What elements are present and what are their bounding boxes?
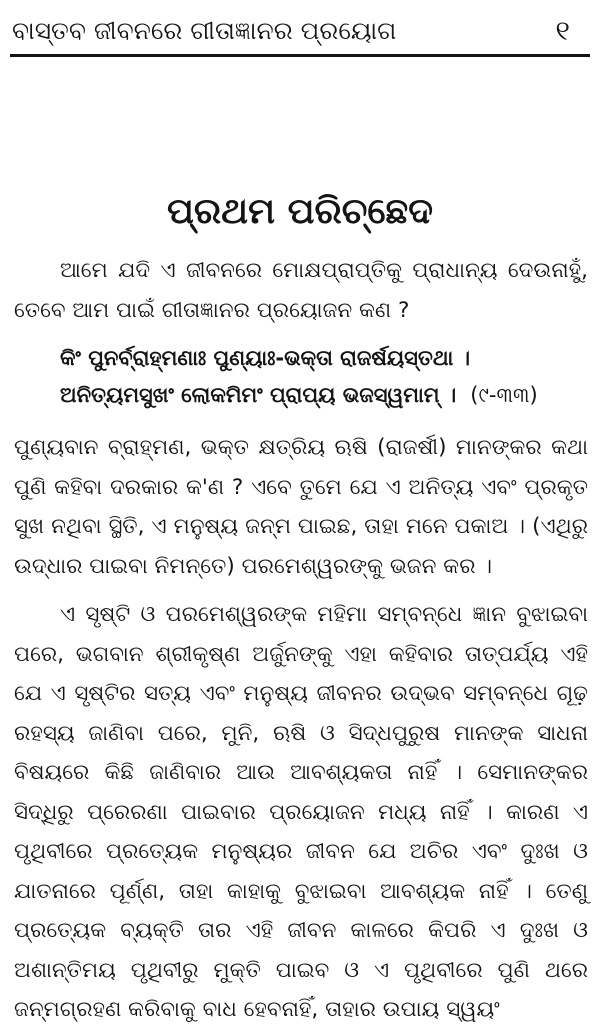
page-number: ୧	[555, 14, 570, 47]
explanation-paragraph: ପୁଣ୍ୟବାନ ବ୍ରାହ୍ମଣ, ଭକ୍ତ କ୍ଷତ୍ରିୟ ଋଷି (ରାଜର୍ଷୀ) ମାନଙ୍କର କଥା ପୁଣି କହିବା ଦରକାର କ'ଣ ? ଏବେ ତୁମେ ଯେ ଏ ଅନିତ୍ୟ ଏବଂ ପ୍ରକୃତ ସୁଖ ନଥିବା ସ୍ଥିତି, ଏ ମନୁଷ୍ୟ ଜନ୍ମ ପାଇଛ, ତାହା ମନେ ପକାଅ । (ଏଥିରୁ ଉଦ୍ଧାର ପାଇବା ନିମନ୍ତେ) ପରମେଶ୍ୱରଙ୍କୁ ଭଜନ କର ।	[14, 435, 588, 579]
verse-reference: (୯-୩୩)	[470, 383, 538, 407]
verse-line-2-text: ଅନିତ୍ୟମସୁଖଂ ଲୋକମିମଂ ପ୍ରାପ୍ୟ ଭଜସ୍ୱମାମ୍ ।	[60, 383, 457, 407]
chapter-title: ପ୍ରଥମ ପରିଚ୍ଛେଦ	[166, 191, 434, 232]
sanskrit-verse	[60, 340, 586, 414]
discussion-paragraph: ଏ ସୃଷ୍ଟି ଓ ପରମେଶ୍ୱରଙ୍କ ମହିମା ସମ୍ବନ୍ଧେ ଜ୍ଞାନ ବୁଝାଇବା ପରେ, ଭଗବାନ ଶ୍ରୀକୃଷ୍ଣ ଅର୍ଜୁନଙ୍କୁ ଏହା କହିବାର ତାତ୍ପର୍ଯ୍ୟ ଏହି ଯେ ଏ ସୃଷ୍ଟିର ସତ୍ୟ ଏବଂ ମନୁଷ୍ୟ ଜୀବନର ଉଦ୍‌ଭବ ସମ୍ବନ୍ଧେ ଗୂଢ଼ ରହସ୍ୟ ଜାଣିବା ପରେ, ମୁନି, ଋଷି ଓ ସିଦ୍ଧପୁରୁଷ ମାନଙ୍କ ସାଧନା ବିଷୟରେ କିଛି ଜାଣିବାର ଆଉ ଆବଶ୍ୟକତା ନାହିଁ । ସେମାନଙ୍କର ସିଦ୍ଧିରୁ ପ୍ରେରଣା ପାଇବାର ପ୍ରୟୋଜନ ମଧ୍ୟ ନାହିଁ । କାରଣ ଏ ପୃଥିବୀରେ ପ୍ରତ୍ୟେକ ମନୁଷ୍ୟର ଜୀବନ ଯେ ଅଚିର ଏବଂ ଦୁଃଖ ଓ ଯାତନାରେ ପୂର୍ଣ୍ଣ, ତାହା କାହାକୁ ବୁଝାଇବା ଆବଶ୍ୟକ ନାହିଁ । ତେଣୁ ପ୍ରତ୍ୟେକ ବ୍ୟକ୍ତି ତାର ଏହି ଜୀବନ କାଳରେ କିପରି ଏ ଦୁଃଖ ଓ ଅଶାନ୍ତିମୟ ପୃଥିବୀରୁ ମୁକ୍ତି ପାଇବ ଓ ଏ ପୃଥିବୀରେ ପୁଣି ଥରେ ଜନ୍ମଗ୍ରହଣ କରିବାକୁ ବାଧ ହେବନାହିଁ, ତାହାର ଉପାୟ ସ୍ୱୟଂ	[14, 602, 588, 1022]
header-rule	[10, 54, 590, 57]
verse-line-1: କିଂ ପୁନର୍ବ୍ରାହ୍ମଣାଃ ପୁଣ୍ୟାଃ-ଭକ୍ତା ରାଜର୍ଷୟସ୍ତଥା ।	[60, 346, 471, 370]
intro-paragraph: ଆମେ ଯଦି ଏ ଜୀବନରେ ମୋକ୍ଷପ୍ରାପ୍ତିକୁ ପ୍ରାଧାନ୍ୟ ଦେଉନାହୁଁ, ତେବେ ଆମ ପାଇଁ ଗୀତାଜ୍ଞାନର ପ୍ରୟୋଜନ କଣ ?	[14, 258, 588, 323]
running-header	[12, 14, 570, 48]
running-title: ବାସ୍ତବ ଜୀବନରେ ଗୀତାଜ୍ଞାନର ପ୍ରୟୋଗ	[12, 16, 397, 45]
verse-line-2	[60, 377, 586, 414]
